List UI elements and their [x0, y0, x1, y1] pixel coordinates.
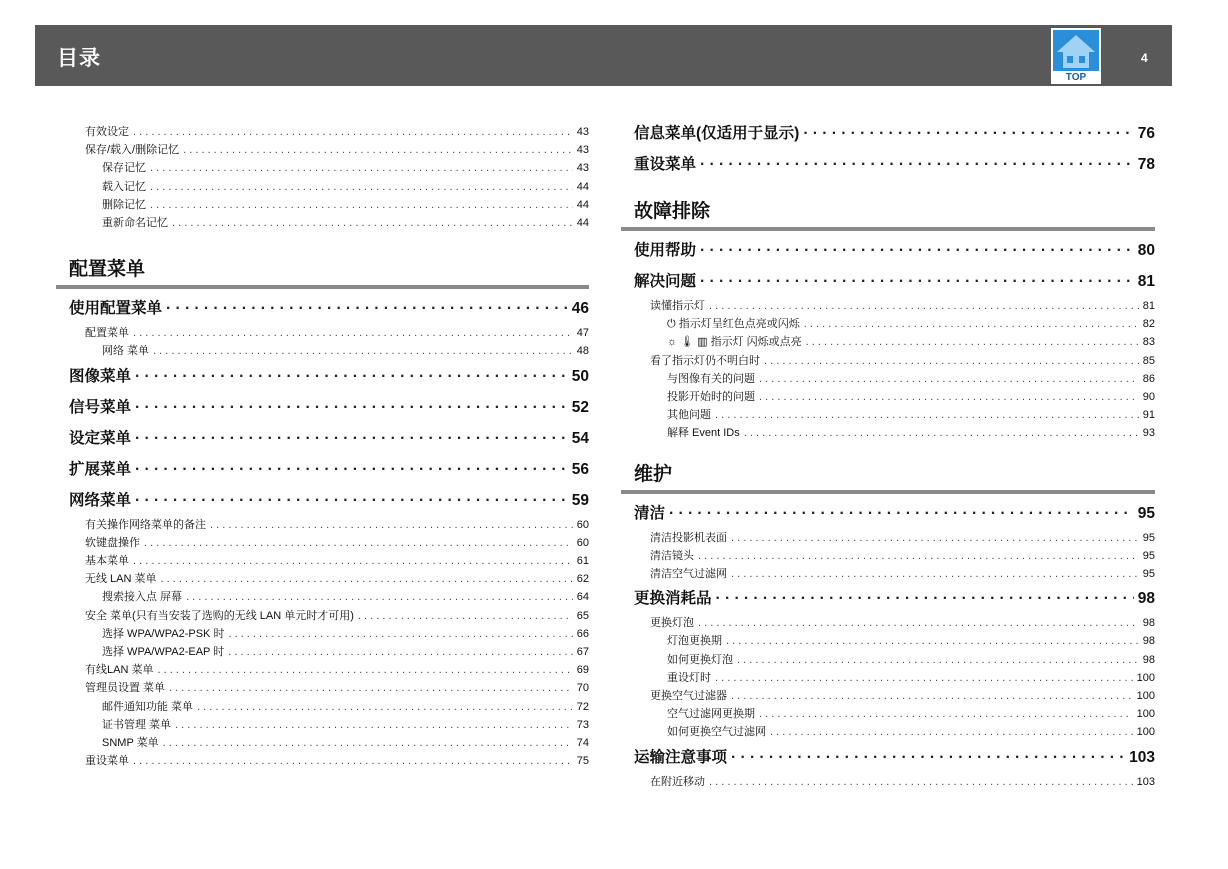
- leader-dots: [135, 361, 568, 392]
- toc-entry-page: 60: [576, 536, 589, 549]
- toc-entry-title: ⏻ 指示灯呈红色点亮或闪烁: [667, 318, 800, 331]
- leader-dots: [135, 392, 568, 423]
- toc-entry-page: 98: [1142, 653, 1155, 666]
- toc-entry[interactable]: [56, 196, 589, 214]
- top-label: TOP: [1065, 72, 1087, 83]
- toc-entry-page: 50: [571, 367, 589, 385]
- toc-entry-page: 60: [576, 518, 589, 531]
- toc-entry[interactable]: [56, 423, 589, 454]
- leader-dots: [715, 406, 1139, 424]
- right-pre-list: [621, 118, 1155, 180]
- toc-entry-page: 48: [576, 345, 589, 358]
- leader-dots: [759, 370, 1139, 388]
- leader-dots: [709, 297, 1139, 315]
- toc-entry-title: 选择 WPA/WPA2-PSK 时: [102, 627, 225, 640]
- toc-entry-page: 98: [1142, 617, 1155, 630]
- leader-dots: [133, 123, 573, 141]
- toc-entry-page: 47: [576, 327, 589, 340]
- toc-entry-page: 83: [1142, 336, 1155, 349]
- right-section-list: [621, 180, 1155, 791]
- leader-dots: [759, 705, 1133, 723]
- toc-entry-title: 运输注意事项: [634, 748, 728, 766]
- leader-dots: [716, 583, 1134, 614]
- toc-entry-page: 66: [576, 627, 589, 640]
- toc-entry-page: 95: [1142, 531, 1155, 544]
- left-pre-list: [56, 123, 589, 232]
- toc-entry[interactable]: [56, 534, 589, 552]
- leader-dots: [172, 214, 573, 232]
- leader-dots: [175, 716, 573, 734]
- toc-entry-page: 76: [1137, 125, 1155, 142]
- toc-entry[interactable]: [621, 565, 1155, 583]
- toc-entry-page: 43: [576, 126, 589, 138]
- toc-entry-page: 95: [1137, 504, 1155, 522]
- toc-entry-page: 78: [1137, 156, 1155, 173]
- toc-entry-title: 无线 LAN 菜单: [85, 573, 157, 586]
- leader-dots: [698, 547, 1139, 565]
- toc-entry-title: 保存/载入/删除记忆: [85, 144, 180, 157]
- leader-dots: [806, 333, 1139, 351]
- leader-dots: [157, 661, 572, 679]
- leader-dots: [161, 570, 573, 588]
- toc-entry[interactable]: [56, 454, 589, 485]
- toc-entry[interactable]: [621, 773, 1155, 791]
- leader-dots: [731, 529, 1139, 547]
- leader-dots: [133, 552, 573, 570]
- toc-entry[interactable]: [621, 297, 1155, 315]
- toc-entry-page: 81: [1137, 273, 1155, 290]
- toc-entry-page: 43: [576, 144, 589, 157]
- toc-entry-page: 103: [1136, 775, 1155, 788]
- leader-dots: [726, 632, 1139, 650]
- leader-dots: [669, 498, 1134, 529]
- toc-entry-title: 选择 WPA/WPA2-EAP 时: [102, 646, 225, 659]
- toc-entry[interactable]: [56, 625, 589, 643]
- toc-entry-page: 61: [576, 555, 589, 568]
- toc-entry[interactable]: [621, 529, 1155, 547]
- toc-entry[interactable]: [56, 570, 589, 588]
- toc-entry-title: 如何更换灯泡: [667, 653, 733, 666]
- toc-entry-title: 搜索接入点 屏幕: [102, 591, 183, 604]
- toc-entry-page: 93: [1142, 427, 1155, 440]
- toc-entry-title: 看了指示灯仍不明白时: [650, 354, 760, 367]
- toc-entry-page: 100: [1136, 671, 1155, 684]
- toc-entry-title: 清洁镜头: [650, 549, 694, 562]
- toc-entry-page: 44: [576, 180, 589, 193]
- toc-entry-title: 有关操作网络菜单的备注: [85, 518, 206, 531]
- leader-dots: [144, 534, 573, 552]
- toc-entry[interactable]: [56, 716, 589, 734]
- toc-entry[interactable]: [621, 498, 1155, 529]
- toc-entry[interactable]: [621, 547, 1155, 565]
- toc-entry[interactable]: [621, 352, 1155, 370]
- leader-dots: [698, 614, 1139, 632]
- leader-dots: [709, 773, 1133, 791]
- toc-entry-title: 其他问题: [667, 409, 711, 422]
- toc-entry-page: 65: [576, 609, 589, 622]
- leader-dots: [197, 698, 573, 716]
- leader-dots: [700, 266, 1134, 297]
- toc-entry[interactable]: [621, 687, 1155, 705]
- toc-entry-title: ☼ 🌡 ▥ 指示灯 闪烁或点亮: [667, 336, 802, 349]
- toc-entry-title: 灯泡更换期: [667, 635, 722, 648]
- toc-entry[interactable]: [56, 485, 589, 516]
- leader-dots: [228, 625, 572, 643]
- leader-dots: [759, 388, 1139, 406]
- toc-entry-page: 100: [1136, 690, 1155, 703]
- leader-dots: [744, 424, 1139, 442]
- toc-entry-title: 清洁: [634, 504, 666, 522]
- toc-entry-title: 信息菜单(仅适用于显示): [634, 125, 800, 142]
- leader-dots: [135, 485, 568, 516]
- section-heading: 维护: [621, 459, 1155, 494]
- toc-entry[interactable]: [621, 370, 1155, 388]
- section-heading: 配置菜单: [56, 254, 589, 289]
- leader-dots: [133, 324, 573, 342]
- toc-entry-title: 载入记忆: [102, 180, 146, 193]
- toc-entry-page: 59: [571, 491, 589, 509]
- toc-entry-title: 投影开始时的问题: [667, 391, 755, 404]
- leader-dots: [731, 565, 1139, 583]
- toc-entry-page: 86: [1142, 372, 1155, 385]
- leader-dots: [770, 723, 1133, 741]
- toc-entry-title: 保存记忆: [102, 162, 146, 175]
- toc-entry[interactable]: [621, 583, 1155, 614]
- leader-dots: [803, 118, 1133, 149]
- toc-entry-title: 更换空气过滤器: [650, 690, 727, 703]
- toc-entry-title: 如何更换空气过滤网: [667, 726, 766, 739]
- toc-entry-title: 网络 菜单: [102, 345, 150, 358]
- toc-entry[interactable]: [621, 118, 1155, 149]
- toc-entry-title: 解释 Event IDs: [667, 427, 740, 440]
- leader-dots: [135, 423, 568, 454]
- toc-entry[interactable]: [621, 388, 1155, 406]
- toc-entry[interactable]: [56, 734, 589, 752]
- toc-entry-page: 82: [1142, 318, 1155, 331]
- toc-entry[interactable]: [56, 643, 589, 661]
- left-entry-list: [56, 293, 589, 770]
- toc-entry-title: 读懂指示灯: [650, 300, 705, 312]
- toc-entry-page: 54: [571, 429, 589, 447]
- toc-entry-page: 44: [576, 198, 589, 211]
- toc-left-column: [56, 123, 589, 770]
- toc-entry-page: 67: [576, 646, 589, 659]
- leader-dots: [700, 149, 1134, 180]
- toc-entry[interactable]: [56, 141, 589, 159]
- toc-entry-title: SNMP 菜单: [102, 737, 159, 750]
- toc-entry[interactable]: [56, 293, 589, 324]
- leader-dots: [169, 679, 573, 697]
- toc-entry[interactable]: [621, 424, 1155, 442]
- toc-entry-page: 69: [576, 664, 589, 677]
- toc-entry-title: 配置菜单: [85, 327, 129, 340]
- toc-entry-page: 81: [1142, 300, 1155, 312]
- leader-dots: [150, 178, 573, 196]
- leader-dots: [153, 342, 573, 360]
- toc-entry[interactable]: [56, 752, 589, 770]
- toc-entry[interactable]: [621, 651, 1155, 669]
- toc-entry-title: 网络菜单: [69, 491, 132, 509]
- toc-entry[interactable]: [56, 178, 589, 196]
- toc-entry-title: 软键盘操作: [85, 536, 140, 549]
- toc-entry-title: 重新命名记忆: [102, 217, 168, 230]
- leader-dots: [804, 315, 1139, 333]
- toc-entry[interactable]: [56, 588, 589, 606]
- leader-dots: [150, 196, 573, 214]
- toc-entry[interactable]: [621, 632, 1155, 650]
- leader-dots: [186, 588, 573, 606]
- toc-entry-page: 56: [571, 460, 589, 478]
- toc-entry-page: 43: [576, 162, 589, 175]
- leader-dots: [731, 687, 1133, 705]
- toc-entry-title: 重设菜单: [85, 755, 129, 768]
- top-button[interactable]: [1051, 28, 1101, 84]
- leader-dots: [210, 516, 573, 534]
- toc-entry-title: 证书管理 菜单: [102, 718, 172, 731]
- toc-entry-page: 74: [576, 737, 589, 750]
- toc-entry-title: 更换消耗品: [634, 590, 712, 608]
- toc-entry-page: 70: [576, 682, 589, 695]
- toc-entry[interactable]: [621, 669, 1155, 687]
- toc-entry-title: 设定菜单: [69, 429, 132, 447]
- toc-entry[interactable]: [621, 149, 1155, 180]
- toc-entry-title: 重设灯时: [667, 671, 711, 684]
- toc-entry-title: 重设菜单: [634, 156, 697, 173]
- toc-entry[interactable]: [56, 361, 589, 392]
- toc-entry[interactable]: [56, 516, 589, 534]
- leader-dots: [358, 607, 573, 625]
- leader-dots: [135, 454, 568, 485]
- toc-entry-title: 使用帮助: [634, 242, 697, 259]
- toc-entry[interactable]: [56, 607, 589, 625]
- leader-dots: [764, 352, 1139, 370]
- leader-dots: [133, 752, 573, 770]
- leader-dots: [700, 235, 1134, 266]
- toc-entry-page: 90: [1142, 391, 1155, 404]
- toc-entry[interactable]: [621, 705, 1155, 723]
- toc-entry-page: 98: [1137, 590, 1155, 608]
- toc-entry-page: 46: [571, 300, 589, 318]
- toc-entry-page: 80: [1137, 242, 1155, 259]
- toc-entry[interactable]: [56, 661, 589, 679]
- toc-entry[interactable]: [621, 266, 1155, 297]
- leader-dots: [150, 159, 573, 177]
- toc-entry-title: 有效设定: [85, 126, 129, 138]
- toc-entry-page: 62: [576, 573, 589, 586]
- toc-entry[interactable]: [56, 342, 589, 360]
- toc-entry-title: 信号菜单: [69, 398, 132, 416]
- section-heading: 故障排除: [621, 196, 1155, 231]
- toc-entry-page: 44: [576, 217, 589, 230]
- toc-entry-page: 98: [1142, 635, 1155, 648]
- leader-dots: [183, 141, 573, 159]
- page-number: 4: [1141, 51, 1148, 65]
- page-header: [35, 25, 1172, 86]
- toc-entry[interactable]: [56, 392, 589, 423]
- toc-entry-title: 清洁空气过滤网: [650, 568, 727, 581]
- toc-entry-title: 有线LAN 菜单: [85, 664, 154, 677]
- toc-entry-title: 与图像有关的问题: [667, 372, 755, 385]
- leader-dots: [228, 643, 573, 661]
- toc-entry-title: 解决问题: [634, 273, 697, 290]
- toc-entry-page: 100: [1136, 726, 1155, 739]
- toc-entry-title: 图像菜单: [69, 367, 132, 385]
- toc-entry-title: 更换灯泡: [650, 617, 694, 630]
- toc-entry-title: 在附近移动: [650, 775, 705, 788]
- toc-entry-page: 95: [1142, 549, 1155, 562]
- toc-entry-page: 103: [1129, 748, 1155, 766]
- toc-entry-title: 扩展菜单: [69, 460, 132, 478]
- toc-entry-page: 85: [1142, 354, 1155, 367]
- toc-entry[interactable]: [621, 315, 1155, 333]
- toc-entry[interactable]: [621, 333, 1155, 351]
- toc-entry[interactable]: [56, 159, 589, 177]
- toc-entry[interactable]: [56, 214, 589, 232]
- toc-entry[interactable]: [56, 552, 589, 570]
- toc-entry[interactable]: [621, 614, 1155, 632]
- toc-entry-title: 基本菜单: [85, 555, 129, 568]
- toc-entry-title: 管理员设置 菜单: [85, 682, 166, 695]
- toc-entry-title: 邮件通知功能 菜单: [102, 700, 194, 713]
- toc-entry-page: 100: [1136, 708, 1155, 721]
- toc-right-column: [621, 118, 1155, 791]
- toc-entry-page: 52: [571, 398, 589, 416]
- page-title: 目录: [57, 47, 101, 70]
- toc-entry[interactable]: [56, 698, 589, 716]
- toc-entry-title: 空气过滤网更换期: [667, 708, 755, 721]
- toc-entry-page: 75: [576, 755, 589, 768]
- toc-entry-page: 64: [576, 591, 589, 604]
- toc-entry-title: 使用配置菜单: [69, 300, 163, 318]
- toc-entry-page: 91: [1142, 409, 1155, 422]
- toc-entry-page: 95: [1142, 568, 1155, 581]
- toc-entry[interactable]: [621, 235, 1155, 266]
- toc-entry[interactable]: [621, 723, 1155, 741]
- toc-entry-title: 删除记忆: [102, 198, 146, 211]
- leader-dots: [715, 669, 1133, 687]
- toc-entry-title: 清洁投影机表面: [650, 531, 727, 544]
- leader-dots: [166, 293, 568, 324]
- toc-entry-page: 73: [576, 718, 589, 731]
- toc-entry[interactable]: [621, 742, 1155, 773]
- toc-entry-page: 72: [576, 700, 589, 713]
- toc-entry[interactable]: [56, 123, 589, 141]
- toc-entry[interactable]: [621, 406, 1155, 424]
- leader-dots: [737, 651, 1139, 669]
- leader-dots: [731, 742, 1125, 773]
- toc-entry[interactable]: [56, 324, 589, 342]
- toc-entry[interactable]: [56, 679, 589, 697]
- toc-entry-title: 安全 菜单(只有当安装了选购的无线 LAN 单元时才可用): [85, 609, 354, 622]
- leader-dots: [163, 734, 573, 752]
